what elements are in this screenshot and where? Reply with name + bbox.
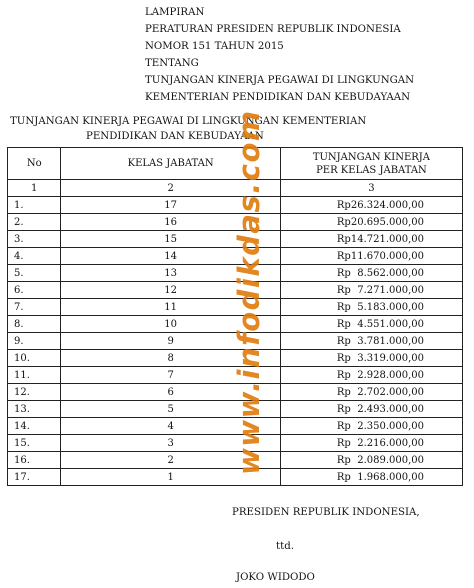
row-currency: Rp (336, 250, 351, 262)
header-regulation: PERATURAN PRESIDEN REPUBLIK INDONESIA (145, 24, 401, 35)
row-amount-cell (280, 265, 462, 282)
row-currency: Rp (336, 233, 351, 245)
row-kelas: 9 (61, 333, 280, 350)
row-number: 6. (8, 282, 61, 299)
row-kelas: 8 (61, 350, 280, 367)
column-header-kelas: KELAS JABATAN (61, 148, 280, 180)
row-amount-cell (280, 367, 462, 384)
row-currency: Rp (336, 437, 351, 449)
row-amount: 2.493.000,00 (357, 403, 424, 415)
row-number: 16. (8, 452, 61, 469)
document-header (145, 4, 414, 106)
row-kelas: 3 (61, 435, 280, 452)
row-amount: 20.695.000,00 (350, 216, 424, 228)
header-subject-line1: TUNJANGAN KINERJA PEGAWAI DI LINGKUNGAN (145, 75, 415, 86)
row-number: 15. (8, 435, 61, 452)
row-kelas: 7 (61, 367, 280, 384)
row-number: 4. (8, 248, 61, 265)
row-kelas: 2 (61, 452, 280, 469)
column-index-cell: 3 (280, 180, 462, 197)
row-amount-cell (280, 350, 462, 367)
row-amount-cell (280, 197, 462, 214)
caption-line1: TUNJANGAN KINERJA PEGAWAI DI LINGKUNGAN KEMENTERIAN (10, 116, 367, 127)
row-amount-cell (280, 333, 462, 350)
column-header-tunjangan-line2: PER KELAS JABATAN (316, 164, 427, 176)
row-currency: Rp (336, 284, 351, 296)
header-number: NOMOR 151 TAHUN 2015 (145, 41, 284, 52)
header-tentang: TENTANG (145, 58, 199, 69)
row-kelas: 13 (61, 265, 280, 282)
row-number: 13. (8, 401, 61, 418)
row-currency: Rp (336, 199, 351, 211)
row-kelas: 15 (61, 231, 280, 248)
watermark-text: www.infodikdas.com (232, 109, 266, 475)
row-amount-cell (280, 248, 462, 265)
row-number: 7. (8, 299, 61, 316)
row-number: 2. (8, 214, 61, 231)
row-amount: 7.271.000,00 (357, 284, 424, 296)
row-amount: 2.928.000,00 (357, 369, 424, 381)
row-amount: 3.319.000,00 (357, 352, 424, 364)
row-kelas: 12 (61, 282, 280, 299)
row-currency: Rp (336, 352, 351, 364)
row-currency: Rp (336, 454, 351, 466)
row-kelas: 5 (61, 401, 280, 418)
row-number: 8. (8, 316, 61, 333)
signatory-name: JOKO WIDODO (236, 572, 315, 583)
column-header-tunjangan-line1: TUNJANGAN KINERJA (312, 151, 431, 163)
row-amount: 8.562.000,00 (357, 267, 424, 279)
row-kelas: 17 (61, 197, 280, 214)
row-number: 14. (8, 418, 61, 435)
row-number: 3. (8, 231, 61, 248)
row-number: 9. (8, 333, 61, 350)
row-number: 11. (8, 367, 61, 384)
row-amount: 2.089.000,00 (357, 454, 424, 466)
header-lampiran: LAMPIRAN (145, 7, 205, 18)
row-kelas: 16 (61, 214, 280, 231)
column-header-no: No (8, 148, 61, 180)
header-subject-line2: KEMENTERIAN PENDIDIKAN DAN KEBUDAYAAN (145, 92, 411, 103)
row-amount: 26.324.000,00 (350, 199, 424, 211)
row-currency: Rp (336, 420, 351, 432)
row-kelas: 11 (61, 299, 280, 316)
row-currency: Rp (336, 335, 351, 347)
row-number: 1. (8, 197, 61, 214)
caption-line2: PENDIDIKAN DAN KEBUDAYAAN (86, 131, 264, 142)
column-index-cell: 1 (8, 180, 61, 197)
row-number: 5. (8, 265, 61, 282)
row-number: 17. (8, 469, 61, 486)
row-amount-cell (280, 299, 462, 316)
row-amount-cell (280, 316, 462, 333)
row-amount: 14.721.000,00 (350, 233, 424, 245)
row-currency: Rp (336, 216, 351, 228)
row-kelas: 10 (61, 316, 280, 333)
row-kelas: 1 (61, 469, 280, 486)
row-number: 12. (8, 384, 61, 401)
row-amount: 11.670.000,00 (350, 250, 424, 262)
row-amount-cell (280, 231, 462, 248)
row-currency: Rp (336, 267, 351, 279)
column-index-cell: 2 (61, 180, 280, 197)
row-amount: 5.183.000,00 (357, 301, 424, 313)
row-kelas: 14 (61, 248, 280, 265)
row-kelas: 6 (61, 384, 280, 401)
row-currency: Rp (336, 403, 351, 415)
row-currency: Rp (336, 386, 351, 398)
row-amount: 2.702.000,00 (357, 386, 424, 398)
signed-mark: ttd. (276, 541, 294, 552)
row-amount-cell (280, 452, 462, 469)
row-kelas: 4 (61, 418, 280, 435)
row-amount: 3.781.000,00 (357, 335, 424, 347)
row-amount: 2.216.000,00 (357, 437, 424, 449)
row-currency: Rp (336, 318, 351, 330)
row-currency: Rp (336, 471, 351, 483)
row-amount-cell (280, 384, 462, 401)
row-amount: 1.968.000,00 (357, 471, 424, 483)
row-amount-cell (280, 214, 462, 231)
row-amount-cell (280, 282, 462, 299)
row-currency: Rp (336, 369, 351, 381)
row-amount-cell (280, 435, 462, 452)
row-amount-cell (280, 469, 462, 486)
row-currency: Rp (336, 301, 351, 313)
column-header-tunjangan (280, 148, 462, 180)
row-amount: 2.350.000,00 (357, 420, 424, 432)
row-amount-cell (280, 401, 462, 418)
row-amount-cell (280, 418, 462, 435)
row-amount: 4.551.000,00 (357, 318, 424, 330)
signatory-title: PRESIDEN REPUBLIK INDONESIA, (232, 507, 420, 518)
row-number: 10. (8, 350, 61, 367)
